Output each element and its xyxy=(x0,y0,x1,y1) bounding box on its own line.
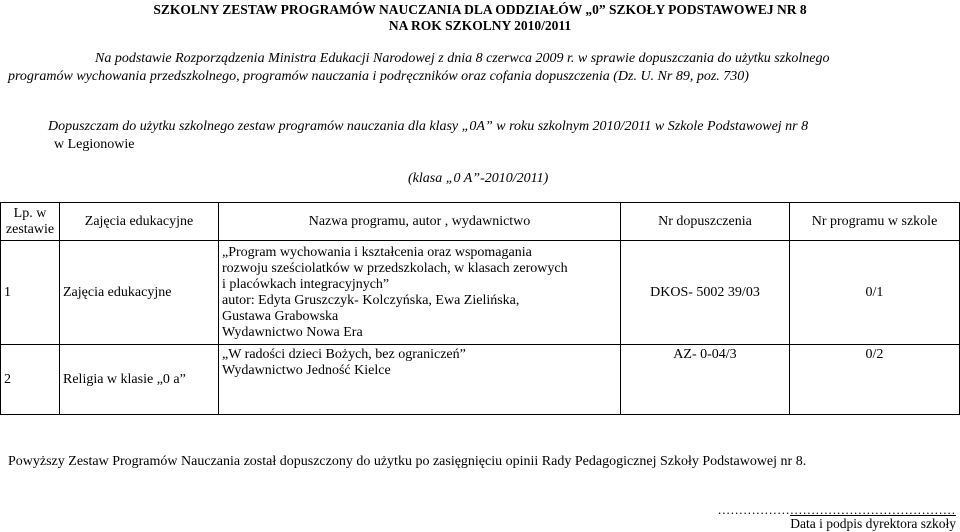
header-program-no: Nr programu w szkole xyxy=(790,203,960,241)
program-line: Gustawa Grabowska xyxy=(222,308,339,324)
table-row xyxy=(1,241,960,345)
program-line: i placówkach integracyjnych” xyxy=(222,276,390,292)
row-program xyxy=(219,345,621,415)
approval-line-2: w Legionowie xyxy=(54,137,135,152)
row-program-no: 0/1 xyxy=(790,241,960,345)
document-subtitle: NA ROK SZKOLNY 2010/2011 xyxy=(388,18,572,33)
row-program-no: 0/2 xyxy=(790,345,960,415)
program-line: autor: Edyta Gruszczyk- Kolczyńska, Ewa Zielińska, xyxy=(222,292,520,308)
row-lp: 2 xyxy=(1,345,60,415)
table-header-row xyxy=(1,203,960,241)
header-approval-no: Nr dopuszczenia xyxy=(621,203,790,241)
program-line: Wydawnictwo Jedność Kielce xyxy=(222,363,391,378)
row-subject: Zajęcia edukacyjne xyxy=(60,241,219,345)
class-designation: (klasa „0 A”-2010/2011) xyxy=(408,171,549,186)
legal-basis-line-2: programów wychowania przedszkolnego, programów nauczania i podręczników oraz cofania dopuszczenia (Dz. U. Nr 89, poz. 730) xyxy=(8,69,749,84)
header-lp: Lp. w zestawie xyxy=(1,203,60,241)
footer-statement: Powyższy Zestaw Programów Nauczania został dopuszczony do użytku po zasięgnięciu opinii Rady Pedagogicznej Szkoły Podstawowej nr 8. xyxy=(8,454,807,469)
row-program xyxy=(219,241,621,345)
header-program: Nazwa programu, autor , wydawnictwo xyxy=(219,203,621,241)
program-line: „W radości dzieci Bożych, bez ograniczeń” xyxy=(222,347,466,362)
header-subject: Zajęcia edukacyjne xyxy=(60,203,219,241)
row-lp: 1 xyxy=(1,241,60,345)
legal-basis-line-1: Na podstawie Rozporządzenia Ministra Edukacji Narodowej z dnia 8 czerwca 2009 r. w sprawie dopuszczania do użytku szkolnego xyxy=(95,51,830,66)
approval-line-1: Dopuszczam do użytku szkolnego zestaw programów nauczania dla klasy „0A” w roku szkolnym 2010/2011 w Szkole Podstawowej nr 8 xyxy=(48,119,809,134)
row-subject: Religia w klasie „0 a” xyxy=(60,345,219,415)
program-line: Wydawnictwo Nowa Era xyxy=(222,324,363,340)
document-title: SZKOLNY ZESTAW PROGRAMÓW NAUCZANIA DLA ODDZIAŁÓW „0” SZKOŁY PODSTAWOWEJ NR 8 xyxy=(153,2,807,17)
signature-label: Data i podpis dyrektora szkoły xyxy=(790,516,956,531)
program-line: rozwoju sześciolatków w przedszkolach, w klasach zerowych xyxy=(222,260,568,276)
program-line: „Program wychowania i kształcenia oraz wspomagania xyxy=(222,244,532,260)
signature-dots: ........................................................ xyxy=(718,502,956,517)
table-row xyxy=(1,345,960,415)
row-approval-no: AZ- 0-04/3 xyxy=(621,345,790,415)
row-approval-no: DKOS- 5002 39/03 xyxy=(621,241,790,345)
program-table xyxy=(0,202,960,415)
